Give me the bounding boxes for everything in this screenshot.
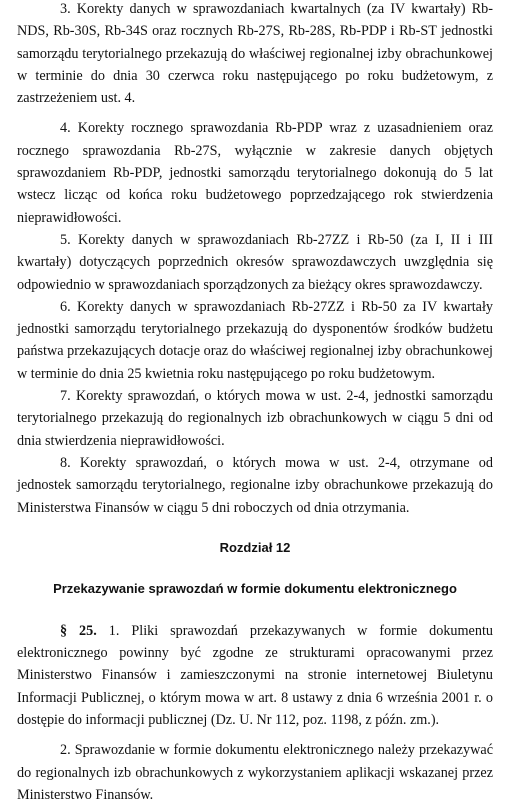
- paragraph-ust-4: 4. Korekty rocznego sprawozdania Rb-PDP wraz z uzasadnieniem oraz rocznego sprawozdania Rb-27S, wyłącznie w zakresie danych objętych sprawozdaniem Rb-PDP, jednostki samorządu terytorialnego dokonują do 5 lat wstecz licząc od końca roku budżetowego poprzedzającego rok stwierdzenia nieprawidłowości.: [17, 120, 493, 226]
- paragraph-ust-5: 5. Korekty danych w sprawozdaniach Rb-27ZZ i Rb-50 (za I, II i III kwartały) dotyczących poprzednich okresów sprawozdawczych uwzględnia się odpowiednio w sprawozdaniach sporządzonych za bieżący okres sprawozdawczy.: [17, 231, 493, 293]
- section-25-ust-1-text: 1. Pliki sprawozdań przekazywanych w formie dokumentu elektronicznego powinny być zgodne ze strukturami opracowanymi przez Ministerstwo Finansów i zamieszczonymi na stronie internetowej Biuletynu Informacji Publicznej, o którym mowa w art. 8 ustawy z dnia 6 września 2001 r. o dostępie do informacji publicznej (Dz. U. Nr 112, poz. 1198, z późn. zm.).: [17, 622, 493, 729]
- paragraph-ust-6: 6. Korekty danych w sprawozdaniach Rb-27ZZ i Rb-50 za IV kwartały jednostki samorządu terytorialnego przekazują do dysponentów środków budżetu państwa przekazujących dotacje oraz do właściwej regionalnej izby obrachunkowej w terminie do dnia 25 kwietnia roku następującego po roku budżetowym.: [17, 298, 493, 382]
- section-25-paragraph-1: [17, 620, 493, 731]
- paragraph-ust-8: 8. Korekty sprawozdań, o których mowa w ust. 2-4, otrzymane od jednostek samorządu terytorialnego, regionalne izby obrachunkowe przekazują do Ministerstwa Finansów w ciągu 5 dni roboczych od dnia otrzymania.: [17, 454, 493, 516]
- section-number: § 25.: [60, 622, 97, 639]
- document-page: [17, 0, 493, 806]
- chapter-title: Rozdział 12: [219, 539, 291, 555]
- paragraph-ust-3: 3. Korekty danych w sprawozdaniach kwartalnych (za IV kwartały) Rb-NDS, Rb-30S, Rb-34S oraz rocznych Rb-27S, Rb-28S, Rb-PDP i Rb-ST jednostki samorządu terytorialnego przekazują do właściwej regionalnej izby obrachunkowej w terminie do dnia 30 czerwca roku następującego po roku budżetowym, z zastrzeżeniem ust. 4.: [17, 1, 493, 107]
- chapter-subtitle: Przekazywanie sprawozdań w formie dokumentu elektronicznego: [53, 580, 457, 596]
- section-25-paragraph-2: 2. Sprawozdanie w formie dokumentu elektronicznego należy przekazywać do regionalnych izb obrachunkowych z wykorzystaniem aplikacji wskazanej przez Ministerstwo Finansów.: [17, 742, 493, 803]
- paragraph-ust-7: 7. Korekty sprawozdań, o których mowa w ust. 2-4, jednostki samorządu terytorialnego przekazują do regionalnych izb obrachunkowych w ciągu 5 dni od dnia stwierdzenia nieprawidłowości.: [17, 388, 493, 449]
